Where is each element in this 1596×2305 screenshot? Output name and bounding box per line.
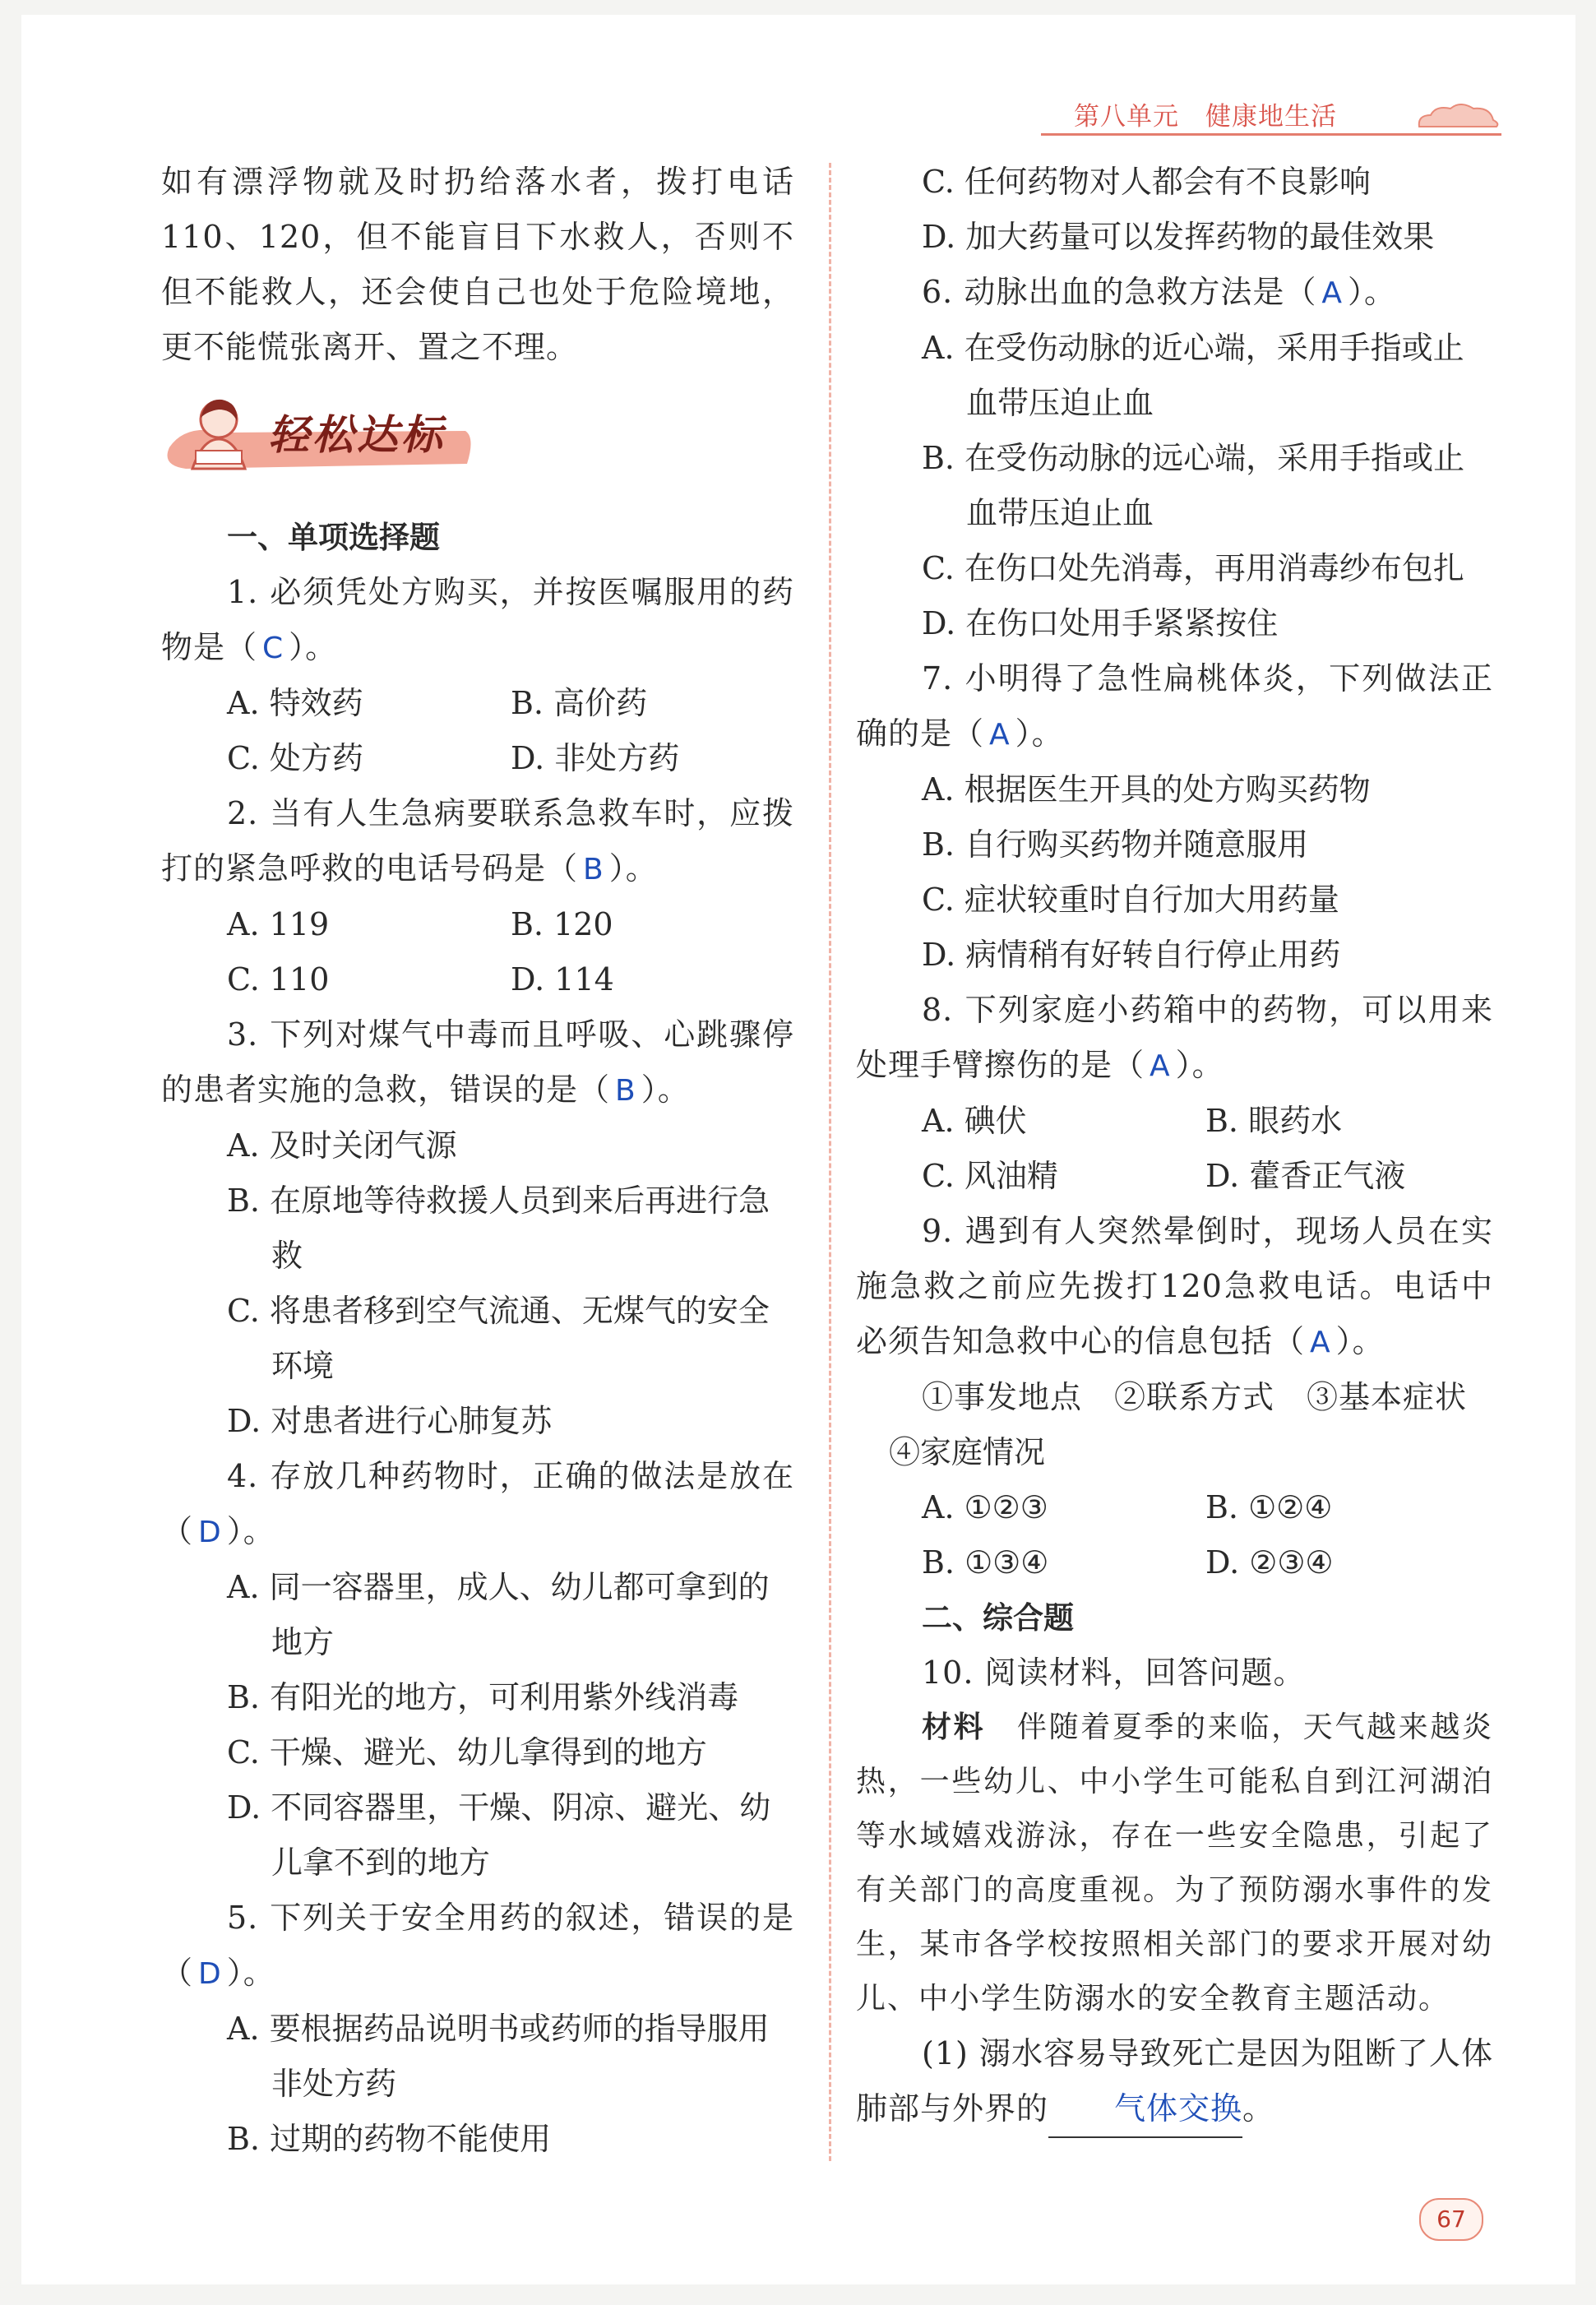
answer-2: B (583, 853, 604, 886)
answer-8: A (1150, 1049, 1171, 1083)
section-heading-2: 二、综合题 (922, 1600, 1074, 1636)
options-row: A. 碘伏 B. 眼药水 (922, 1103, 1343, 1139)
options-row: A. 119 B. 120 (227, 906, 613, 942)
question-3: 3. 下列对煤气中毒而且呼吸、心跳骤停的患者实施的急救，错误的是（ B ）。 (161, 1016, 794, 1108)
option: D. 病情稍有好转自行停止用药 (922, 937, 1341, 973)
section-banner (153, 390, 794, 505)
header-rule (1041, 133, 1501, 136)
question-9-items: ①事发地点 ②联系方式 ③基本症状 (922, 1379, 1468, 1415)
question-6: 6. 动脉出血的急救方法是（ A ）。 (922, 274, 1396, 310)
page (21, 15, 1575, 2284)
question-5: 5. 下列关于安全用药的叙述，错误的是（ D ）。 (161, 1900, 794, 1991)
option: A. 及时关闭气源 (227, 1127, 457, 1164)
question-9-items: ④家庭情况 (889, 1434, 1046, 1470)
option: C. 症状较重时自行加大用药量 (922, 882, 1339, 918)
option: B. 在原地等待救援人员到来后再进行急救 (227, 1183, 770, 1274)
option: C. 任何药物对人都会有不良影响 (922, 164, 1371, 200)
answer-1: C (262, 632, 285, 665)
left-column (161, 155, 794, 2167)
answer-6: A (1321, 276, 1343, 310)
column-divider (829, 163, 831, 2161)
page-header (1041, 95, 1501, 137)
option: D. 不同容器里，干燥、阴凉、避光、幼儿拿不到的地方 (227, 1789, 771, 1881)
options-row: C. 110 D. 114 (227, 961, 614, 997)
right-column (856, 155, 1493, 2138)
answer-9: A (1310, 1326, 1331, 1359)
answer-4: D (198, 1516, 222, 1549)
page-number: 67 (1419, 2198, 1483, 2241)
option: A. 要根据药品说明书或药师的指导服用非处方药 (227, 2011, 770, 2102)
question-7: 7. 小明得了急性扁桃体炎，下列做法正确的是（ A ）。 (856, 660, 1493, 752)
options-row: C. 处方药 D. 非处方药 (227, 740, 680, 776)
option: B. 自行购买药物并随意服用 (922, 826, 1309, 863)
option: B. 有阳光的地方，可利用紫外线消毒 (227, 1679, 739, 1715)
intro-paragraph: 如有漂浮物就及时扔给落水者，拨打电话110、120，但不能盲目下水救人，否则不但不能救人，还会使自己也处于危险境地，更不能慌张离开、置之不理。 (161, 164, 794, 365)
question-8: 8. 下列家庭小药箱中的药物，可以用来处理手臂擦伤的是（ A ）。 (856, 992, 1493, 1083)
option: C. 将患者移到空气流通、无煤气的安全环境 (227, 1293, 770, 1384)
question-10: 10. 阅读材料，回答问题。 (922, 1655, 1306, 1691)
option: D. 加大药量可以发挥药物的最佳效果 (922, 219, 1435, 255)
question-9: 9. 遇到有人突然晕倒时，现场人员在实施急救之前应先拨打120急救电话。电话中必须告知急救中心的信息包括（ A ）。 (856, 1213, 1493, 1359)
question-2: 2. 当有人生急病要联系急救车时，应拨打的紧急呼救的电话号码是（ B ）。 (161, 795, 794, 886)
question-10-sub-1: (1) 溺水容易导致死亡是因为阻断了人体肺部与外界的 气体交换。 (856, 2026, 1493, 2138)
answer-blank[interactable]: 气体交换 (1048, 2081, 1242, 2138)
option: A. 根据医生开具的处方购买药物 (922, 771, 1371, 808)
material-label: 材料 (922, 1710, 986, 1744)
option: A. 同一容器里，成人、幼儿都可拿到的地方 (227, 1569, 770, 1660)
options-row: B. ①③④ D. ②③④ (922, 1544, 1334, 1581)
option: B. 过期的药物不能使用 (227, 2121, 552, 2157)
answer-5: D (198, 1957, 222, 1991)
material-paragraph: 材料 伴随着夏季的来临，天气越来越炎热，一些幼儿、中小学生可能私自到江河湖泊等水域嬉戏游泳，存在一些安全隐患，引起了有关部门的高度重视。为了预防溺水事件的发生，某市各学校按照相关部门的要求开展对幼儿、中小学生防溺水的安全教育主题活动。 (856, 1710, 1493, 2016)
answer-7: A (989, 718, 1011, 752)
option: D. 在伤口处用手紧紧按住 (922, 605, 1279, 641)
option: B. 在受伤动脉的远心端，采用手指或止血带压迫止血 (922, 440, 1465, 531)
option: C. 干燥、避光、幼儿拿得到的地方 (227, 1734, 707, 1770)
options-row: C. 风油精 D. 藿香正气液 (922, 1158, 1406, 1194)
cloud-icon (1411, 99, 1501, 130)
option: A. 在受伤动脉的近心端，采用手指或止血带压迫止血 (922, 330, 1464, 421)
options-row: A. ①②③ B. ①②④ (922, 1489, 1333, 1525)
option: D. 对患者进行心肺复苏 (227, 1403, 553, 1439)
question-1: 1. 必须凭处方购买，并按医嘱服用的药物是（ C ）。 (161, 574, 794, 665)
header-title: 第八单元 健康地生活 (1074, 102, 1337, 132)
answer-3: B (615, 1074, 636, 1108)
question-4: 4. 存放几种药物时，正确的做法是放在（ D ）。 (161, 1458, 794, 1549)
options-row: A. 特效药 B. 高价药 (227, 685, 648, 721)
section-heading-1: 一、单项选择题 (227, 520, 440, 555)
banner-title: 轻松达标 (268, 411, 446, 459)
option: C. 在伤口处先消毒，再用消毒纱布包扎 (922, 550, 1464, 586)
